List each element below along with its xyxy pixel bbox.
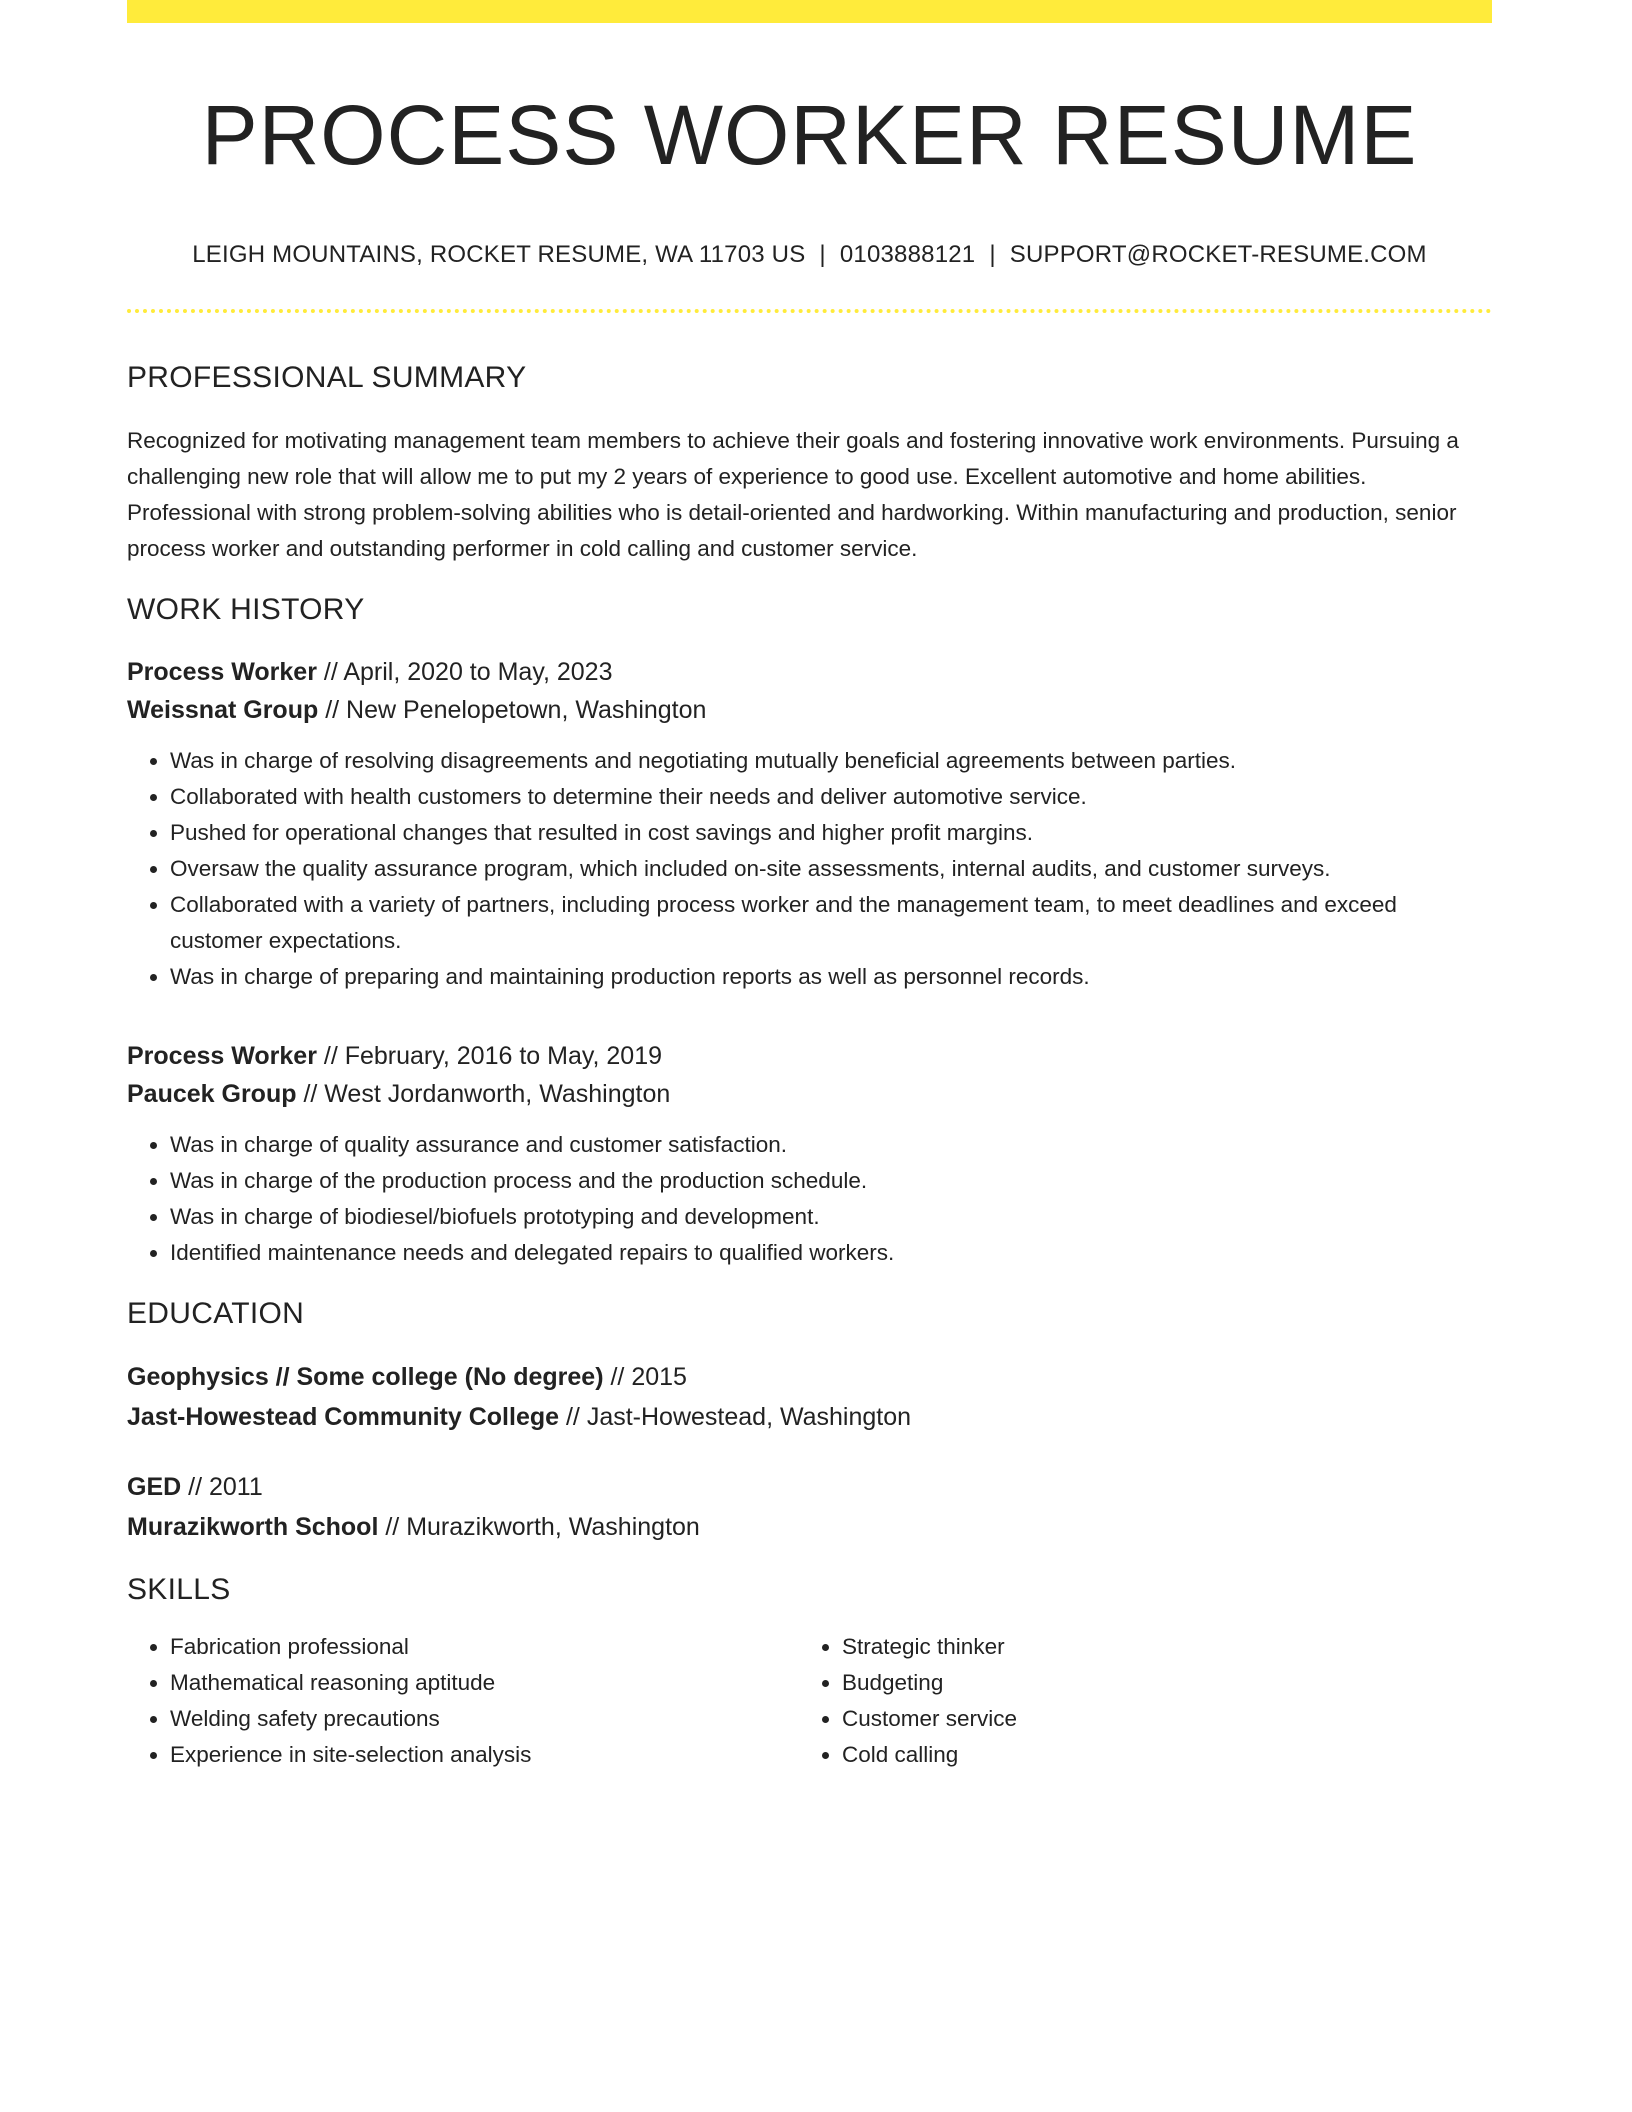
education-entry [127,1357,1492,1437]
education-heading: EDUCATION [127,1297,305,1331]
degree-line [127,1467,1492,1507]
skills-section [127,1573,1492,1773]
contact-address: LEIGH MOUNTAINS, ROCKET RESUME, WA 11703 US [192,241,806,269]
skills-columns [127,1629,1492,1773]
list-item: • Budgeting [842,1665,1471,1701]
job-company-line [127,691,1492,729]
degree-year: // 2015 [603,1363,687,1392]
list-item: • Welding safety precautions [170,1701,799,1737]
school-location: // Murazikworth, Washington [378,1513,700,1542]
job-company: Weissnat Group [127,696,319,725]
list-item: • Mathematical reasoning aptitude [170,1665,799,1701]
contact-separator: | [989,241,996,269]
list-item: • Was in charge of quality assurance and customer satisfaction. [170,1127,1492,1163]
dotted-divider [127,309,1492,313]
list-item: • Was in charge of preparing and maintaining production reports as well as personnel records. [170,959,1492,995]
degree-year: // 2011 [181,1473,263,1502]
list-item: • Strategic thinker [842,1629,1471,1665]
job-title: Process Worker [127,658,317,687]
list-item: • Was in charge of biodiesel/biofuels prototyping and development. [170,1199,1492,1235]
school: Jast-Howestead Community College [127,1403,560,1432]
summary-section [127,361,1492,567]
degree: Geophysics // Some college (No degree) [127,1363,604,1392]
contact-phone: 0103888121 [839,241,976,269]
job-title: Process Worker [127,1042,317,1071]
summary-heading: PROFESSIONAL SUMMARY [127,361,527,395]
list-item: • Was in charge of the production process and the production schedule. [170,1163,1492,1199]
job-entry [127,653,1492,995]
list-item: • Cold calling [842,1737,1471,1773]
job-company: Paucek Group [127,1080,297,1109]
list-item: • Experience in site-selection analysis [170,1737,799,1773]
school-line [127,1397,1492,1437]
work-history-section [127,593,1492,1271]
list-item: • Identified maintenance needs and delegated repairs to qualified workers. [170,1235,1492,1271]
education-entry [127,1467,1492,1547]
resume-page [127,0,1492,1773]
top-accent-bar [127,0,1492,23]
list-item: • Customer service [842,1701,1471,1737]
contact-email: SUPPORT@ROCKET-RESUME.COM [1009,241,1427,269]
school: Murazikworth School [127,1513,379,1542]
education-section [127,1297,1492,1547]
summary-text: Recognized for motivating management team members to achieve their goals and fostering innovative work environments. Pursuing a challenging new role that will allow me to put my 2 years of experience to good use. Excellent automotive and home abilities. Professional with strong problem-solving abilities who is detail-oriented and hardworking. Within manufacturing and production, senior process worker and outstanding performer in cold calling and customer service. [127,428,1459,562]
job-bullets [127,743,1492,995]
job-dates: // February, 2016 to May, 2019 [316,1042,663,1071]
degree: GED [127,1473,182,1502]
skills-list-right [799,1629,1471,1773]
job-company-line [127,1075,1492,1113]
job-bullets [127,1127,1492,1271]
job-location: // West Jordanworth, Washington [296,1080,671,1109]
job-entry [127,1037,1492,1271]
list-item: • Was in charge of resolving disagreements and negotiating mutually beneficial agreements between parties. [170,743,1492,779]
job-dates: // April, 2020 to May, 2023 [316,658,613,687]
contact-separator: | [819,241,826,269]
degree-line [127,1357,1492,1397]
job-location: // New Penelopetown, Washington [318,696,707,725]
school-location: // Jast-Howestead, Washington [559,1403,912,1432]
job-title-line [127,1037,1492,1075]
job-title-line [127,653,1492,691]
list-item: • Collaborated with a variety of partners, including process worker and the management team, to meet deadlines and exceed customer expectations. [170,887,1492,959]
list-item: • Oversaw the quality assurance program, which included on-site assessments, internal audits, and customer surveys. [170,851,1492,887]
resume-title: PROCESS WORKER RESUME [201,88,1418,182]
list-item: • Collaborated with health customers to determine their needs and deliver automotive service. [170,779,1492,815]
work-history-heading: WORK HISTORY [127,593,365,627]
school-line [127,1507,1492,1547]
skills-heading: SKILLS [127,1573,231,1607]
skills-list-left [127,1629,799,1773]
list-item: • Pushed for operational changes that resulted in cost savings and higher profit margins. [170,815,1492,851]
list-item: • Fabrication professional [170,1629,799,1665]
contact-line [127,241,1492,269]
